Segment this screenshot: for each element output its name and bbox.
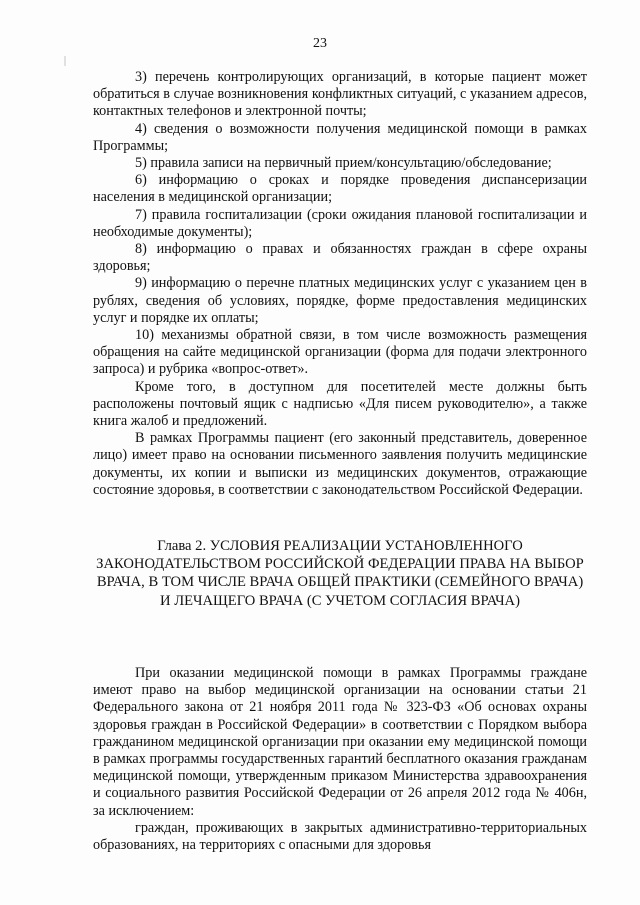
paragraph: Кроме того, в доступном для посетителей месте должны быть расположены почтовый ящик с надписью «Для писем руководителю», а также книга жалоб и предложений. (93, 378, 587, 430)
chapter-heading: Глава 2. УСЛОВИЯ РЕАЛИЗАЦИИ УСТАНОВЛЕННОГО ЗАКОНОДАТЕЛЬСТВОМ РОССИЙСКОЙ ФЕДЕРАЦИИ ПРАВА НА ВЫБОР ВРАЧА, В ТОМ ЧИСЛЕ ВРАЧА ОБЩЕЙ ПРАКТИКИ (СЕМЕЙНОГО ВРАЧА) И ЛЕЧАЩЕГО ВРАЧА (С УЧЕТОМ СОГЛАСИЯ ВРАЧА) (96, 538, 584, 609)
list-item: 6) информацию о сроках и порядке проведения диспансеризации населения в медицинской организации; (93, 172, 587, 206)
list-item: 5) правила записи на первичный прием/консультацию/обследование; (135, 155, 552, 172)
paragraph: граждан, проживающих в закрытых административно-территориальных образованиях, на территориях с опасными для здоровья (93, 819, 587, 854)
list-item: 9) информацию о перечне платных медицинских услуг с указанием цен в рублях, сведения об условиях, порядке, форме предоставления медицинских услуг и порядке их оплаты; (93, 275, 587, 326)
list-item: 4) сведения о возможности получения медицинской помощи в рамках Программы; (93, 120, 587, 154)
chapter-body (93, 665, 587, 854)
paragraph: В рамках Программы пациент (его законный представитель, доверенное лицо) имеет право на основании письменного заявления получить медицинские документы, их копии и выписки из медицинских документов, отражающие состояние здоровья, в соответствии с законодательством Российской Федерации. (93, 430, 587, 498)
list-item: 8) информацию о правах и обязанностях граждан в сфере охраны здоровья; (93, 241, 587, 275)
list-item: 7) правила госпитализации (сроки ожидания плановой госпитализации и необходимые документы); (93, 206, 587, 240)
paragraph: При оказании медицинской помощи в рамках Программы граждане имеют право на выбор медицинской организации на основании статьи 21 Федерального закона от 21 ноября 2011 года № 323-ФЗ «Об основах охраны здоровья граждан в Российской Федерации» в соответствии с Порядком выбора гражданином медицинской организации при оказании ему медицинской помощи в рамках программы государственных гарантий бесплатного оказания гражданам медицинской помощи, утвержденным приказом Министерства здравоохранения и социального развития Российской Федерации от 26 апреля 2012 года № 406н, за исключением: (93, 665, 587, 819)
scan-artifact (64, 56, 66, 66)
information-list (93, 69, 587, 499)
page-number: 23 (313, 36, 327, 51)
list-item: 3) перечень контролирующих организаций, в которые пациент может обратиться в случае возникновения конфликтных ситуаций, с указанием адресов, контактных телефонов и электронной почты; (93, 69, 587, 120)
list-item: 10) механизмы обратной связи, в том числе возможность размещения обращения на сайте медицинской организации (форма для подачи электронного запроса) и рубрика «вопрос-ответ». (93, 327, 587, 378)
